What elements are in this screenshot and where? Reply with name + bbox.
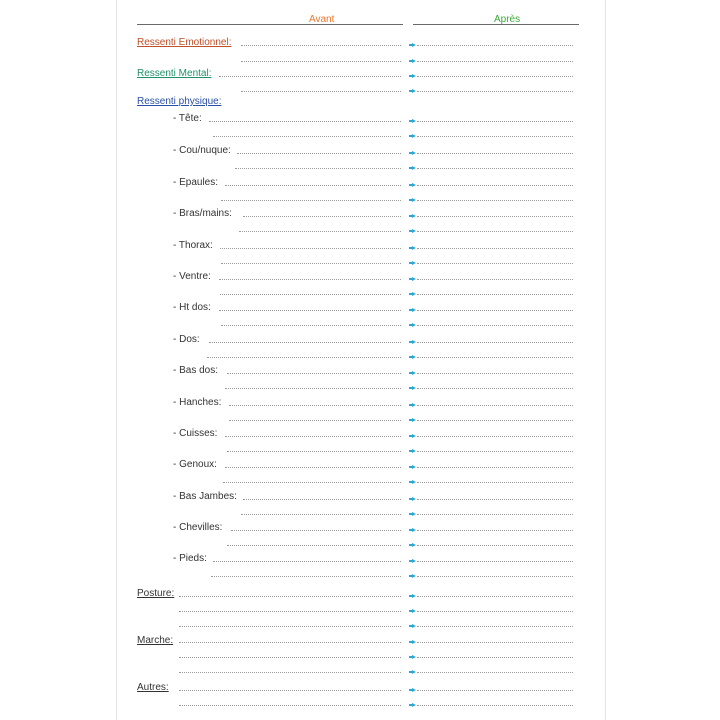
label-pieds: - Pieds:: [173, 553, 207, 564]
arrow-icon: [409, 403, 416, 407]
body-line-0-b-apres[interactable]: [417, 136, 573, 137]
arrow-icon: [409, 640, 416, 644]
body-line-4-b-apres[interactable]: [417, 263, 573, 264]
body-line-3-a-apres[interactable]: [417, 216, 573, 217]
arrow-icon: [409, 183, 416, 187]
label-cuisses: - Cuisses:: [173, 428, 218, 439]
body-line-13-a-avant[interactable]: [231, 530, 401, 531]
autres-line-1-apres[interactable]: [417, 705, 573, 706]
body-line-6-a-avant[interactable]: [219, 310, 401, 311]
posture-line-1-avant[interactable]: [179, 611, 401, 612]
body-line-12-b-avant[interactable]: [241, 514, 401, 515]
emotionnel-line-1-apres[interactable]: [417, 45, 573, 46]
body-line-4-a-avant[interactable]: [220, 248, 401, 249]
label-bas-dos: - Bas dos:: [173, 365, 219, 376]
arrow-icon: [409, 340, 416, 344]
body-line-11-b-apres[interactable]: [417, 482, 573, 483]
form-page: [116, 0, 606, 720]
header-apres: Après: [494, 14, 521, 25]
arrow-icon: [409, 261, 416, 265]
arrow-icon: [409, 703, 416, 707]
arrow-icon: [409, 371, 416, 375]
arrow-icon: [409, 512, 416, 516]
body-line-5-b-apres[interactable]: [417, 294, 573, 295]
arrow-icon: [409, 497, 416, 501]
label-tete: - Tête:: [173, 113, 202, 124]
label-epaules: - Epaules:: [173, 177, 219, 188]
body-line-2-a-apres[interactable]: [417, 185, 573, 186]
body-line-2-b-avant[interactable]: [221, 200, 401, 201]
body-line-5-a-avant[interactable]: [219, 279, 401, 280]
marche-line-0-apres[interactable]: [417, 642, 573, 643]
section-marche: Marche:: [137, 635, 174, 646]
mental-line-2-avant[interactable]: [241, 91, 401, 92]
mental-line-2-apres[interactable]: [417, 91, 573, 92]
label-cou-nuque: - Cou/nuque:: [173, 145, 231, 156]
body-line-13-b-apres[interactable]: [417, 545, 573, 546]
label-bras-mains: - Bras/mains:: [173, 208, 232, 219]
arrow-icon: [409, 292, 416, 296]
section-emotionnel: Ressenti Emotionnel:: [137, 37, 232, 48]
emotionnel-line-2-apres[interactable]: [417, 61, 573, 62]
body-line-14-b-apres[interactable]: [417, 576, 573, 577]
arrow-icon: [409, 434, 416, 438]
posture-line-0-avant[interactable]: [179, 596, 401, 597]
body-line-4-b-avant[interactable]: [221, 263, 401, 264]
label-ventre: - Ventre:: [173, 271, 211, 282]
arrow-icon: [409, 166, 416, 170]
arrow-icon: [409, 480, 416, 484]
body-line-2-b-apres[interactable]: [417, 200, 573, 201]
body-line-0-a-apres[interactable]: [417, 121, 573, 122]
marche-line-2-avant[interactable]: [179, 672, 401, 673]
body-line-11-a-avant[interactable]: [225, 467, 401, 468]
arrow-icon: [409, 198, 416, 202]
body-line-6-a-apres[interactable]: [417, 310, 573, 311]
arrow-icon: [409, 43, 416, 47]
label-genoux: - Genoux:: [173, 459, 217, 470]
arrow-icon: [409, 559, 416, 563]
body-line-12-a-apres[interactable]: [417, 499, 573, 500]
arrow-icon: [409, 670, 416, 674]
body-line-13-a-apres[interactable]: [417, 530, 573, 531]
body-line-1-b-apres[interactable]: [417, 168, 573, 169]
body-line-6-b-apres[interactable]: [417, 325, 573, 326]
marche-line-0-avant[interactable]: [179, 642, 401, 643]
body-line-9-a-apres[interactable]: [417, 405, 573, 406]
arrow-icon: [409, 594, 416, 598]
label-thorax: - Thorax:: [173, 240, 213, 251]
posture-line-1-apres[interactable]: [417, 611, 573, 612]
body-line-7-b-avant[interactable]: [207, 357, 401, 358]
arrow-icon: [409, 355, 416, 359]
body-line-9-b-apres[interactable]: [417, 420, 573, 421]
body-line-10-a-avant[interactable]: [225, 436, 401, 437]
arrow-icon: [409, 418, 416, 422]
body-line-11-a-apres[interactable]: [417, 467, 573, 468]
arrow-icon: [409, 229, 416, 233]
arrow-icon: [409, 308, 416, 312]
arrow-icon: [409, 74, 416, 78]
body-line-6-b-avant[interactable]: [221, 325, 401, 326]
body-line-0-b-avant[interactable]: [213, 136, 401, 137]
body-line-12-a-avant[interactable]: [243, 499, 401, 500]
body-line-2-a-avant[interactable]: [225, 185, 401, 186]
label-chevilles: - Chevilles:: [173, 522, 223, 533]
header-rule-left: [137, 24, 403, 25]
arrow-icon: [409, 465, 416, 469]
posture-line-0-apres[interactable]: [417, 596, 573, 597]
arrow-icon: [409, 574, 416, 578]
body-line-12-b-apres[interactable]: [417, 514, 573, 515]
arrow-icon: [409, 609, 416, 613]
arrow-icon: [409, 624, 416, 628]
body-line-10-a-apres[interactable]: [417, 436, 573, 437]
autres-line-0-apres[interactable]: [417, 690, 573, 691]
mental-line-1-apres[interactable]: [417, 76, 573, 77]
body-line-8-b-apres[interactable]: [417, 388, 573, 389]
body-line-5-b-avant[interactable]: [220, 294, 401, 295]
arrow-icon: [409, 59, 416, 63]
body-line-10-b-avant[interactable]: [227, 451, 401, 452]
body-line-7-a-apres[interactable]: [417, 342, 573, 343]
marche-line-2-apres[interactable]: [417, 672, 573, 673]
arrow-icon: [409, 89, 416, 93]
marche-line-1-apres[interactable]: [417, 657, 573, 658]
arrow-icon: [409, 655, 416, 659]
body-line-7-b-apres[interactable]: [417, 357, 573, 358]
arrow-icon: [409, 688, 416, 692]
body-line-14-b-avant[interactable]: [211, 576, 401, 577]
header-avant: Avant: [309, 14, 335, 25]
arrow-icon: [409, 386, 416, 390]
body-line-3-b-avant[interactable]: [239, 231, 401, 232]
label-hanches: - Hanches:: [173, 397, 222, 408]
arrow-icon: [409, 119, 416, 123]
arrow-icon: [409, 277, 416, 281]
body-line-14-a-apres[interactable]: [417, 561, 573, 562]
body-line-1-b-avant[interactable]: [235, 168, 401, 169]
body-line-9-b-avant[interactable]: [229, 420, 401, 421]
section-mental: Ressenti Mental:: [137, 68, 212, 79]
arrow-icon: [409, 323, 416, 327]
section-autres: Autres:: [137, 682, 169, 693]
body-line-13-b-avant[interactable]: [227, 545, 401, 546]
body-line-14-a-avant[interactable]: [213, 561, 401, 562]
label-dos: - Dos:: [173, 334, 200, 345]
marche-line-1-avant[interactable]: [179, 657, 401, 658]
posture-line-2-apres[interactable]: [417, 626, 573, 627]
body-line-3-b-apres[interactable]: [417, 231, 573, 232]
body-line-8-a-avant[interactable]: [227, 373, 401, 374]
autres-line-0-avant[interactable]: [179, 690, 401, 691]
autres-line-1-avant[interactable]: [179, 705, 401, 706]
label-ht-dos: - Ht dos:: [173, 302, 211, 313]
body-line-8-a-apres[interactable]: [417, 373, 573, 374]
arrow-icon: [409, 134, 416, 138]
body-line-1-a-apres[interactable]: [417, 153, 573, 154]
posture-line-2-avant[interactable]: [179, 626, 401, 627]
body-line-3-a-avant[interactable]: [243, 216, 401, 217]
body-line-4-a-apres[interactable]: [417, 248, 573, 249]
body-line-11-b-avant[interactable]: [223, 482, 401, 483]
mental-line-1-avant[interactable]: [219, 76, 401, 77]
emotionnel-line-1-avant[interactable]: [241, 45, 401, 46]
arrow-icon: [409, 543, 416, 547]
emotionnel-line-2-avant[interactable]: [241, 61, 401, 62]
arrow-icon: [409, 246, 416, 250]
section-posture: Posture:: [137, 588, 175, 599]
arrow-icon: [409, 151, 416, 155]
arrow-icon: [409, 528, 416, 532]
arrow-icon: [409, 214, 416, 218]
body-line-1-a-avant[interactable]: [237, 153, 401, 154]
arrow-icon: [409, 449, 416, 453]
label-bas-jambes: - Bas Jambes:: [173, 491, 237, 502]
body-line-0-a-avant[interactable]: [209, 121, 401, 122]
section-physique: Ressenti physique:: [137, 96, 222, 107]
body-line-9-a-avant[interactable]: [229, 405, 401, 406]
body-line-10-b-apres[interactable]: [417, 451, 573, 452]
body-line-5-a-apres[interactable]: [417, 279, 573, 280]
body-line-8-b-avant[interactable]: [225, 388, 401, 389]
body-line-7-a-avant[interactable]: [209, 342, 401, 343]
